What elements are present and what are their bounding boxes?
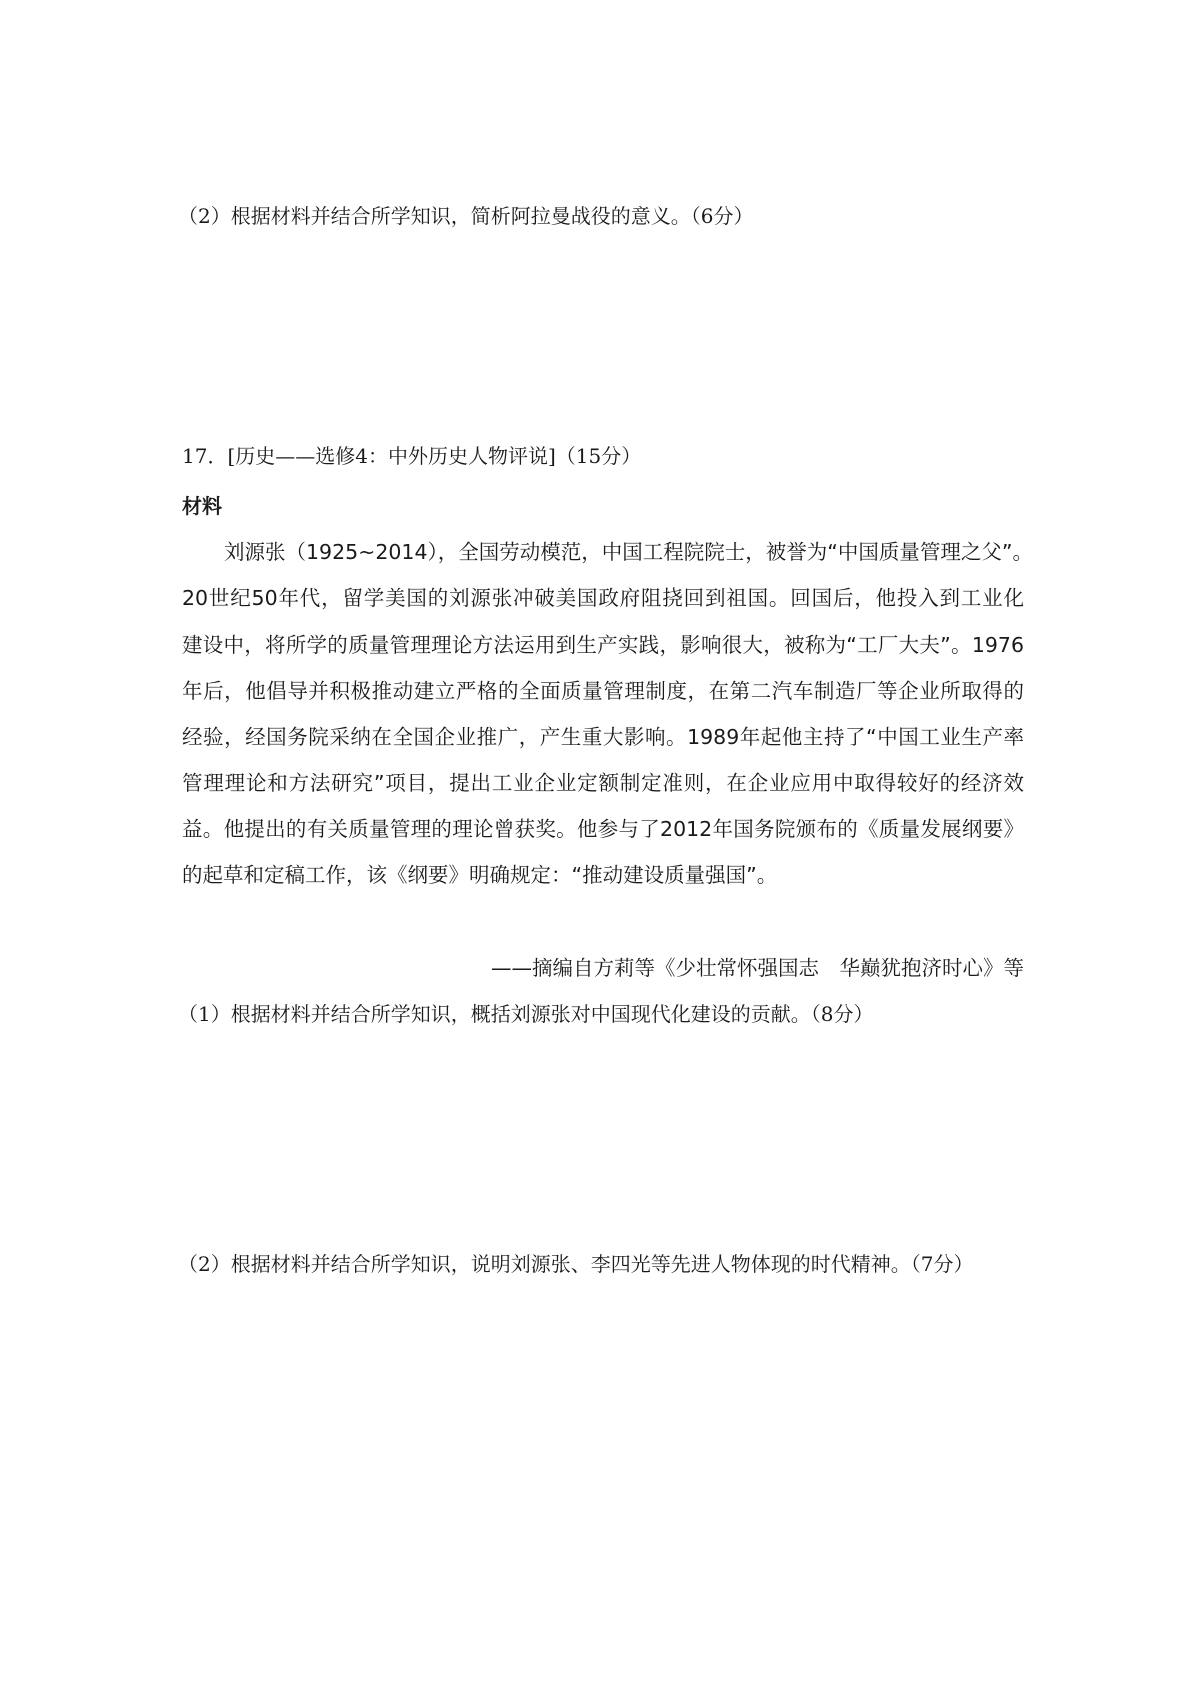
material-line: 管理理论和方法研究”项目，提出工业企业定额制定准则，在企业应用中取得较好的经济效 <box>182 771 1024 795</box>
question-16-part-2: （2）根据材料并结合所学知识，简析阿拉曼战役的意义。（6分） <box>178 204 754 228</box>
question-17-part-2: （2）根据材料并结合所学知识，说明刘源张、李四光等先进人物体现的时代精神。（7分） <box>178 1252 974 1276</box>
material-line: 的起草和定稿工作，该《纲要》明确规定：“推动建设质量强国”。 <box>182 863 778 887</box>
material-line: 建设中，将所学的质量管理理论方法运用到生产实践，影响很大，被称为“工厂大夫”。1976 <box>182 633 1024 657</box>
question-17-header: 17．[历史——选修4：中外历史人物评说]（15分） <box>182 444 642 468</box>
material-source: ——摘编自方莉等《少壮常怀强国志 华巅犹抱济时心》等 <box>491 956 1024 980</box>
material-line: 20世纪50年代，留学美国的刘源张冲破美国政府阻挠回到祖国。回国后，他投入到工业化 <box>182 586 1024 610</box>
material-label: 材料 <box>182 494 222 518</box>
question-17-part-1: （1）根据材料并结合所学知识，概括刘源张对中国现代化建设的贡献。（8分） <box>178 1002 874 1026</box>
material-line: 经验，经国务院采纳在全国企业推广，产生重大影响。1989年起他主持了“中国工业生产率 <box>182 725 1024 749</box>
material-line: 刘源张（1925~2014），全国劳动模范，中国工程院院士，被誉为“中国质量管理之父”。 <box>224 540 1034 564</box>
material-line: 益。他提出的有关质量管理的理论曾获奖。他参与了2012年国务院颁布的《质量发展纲要》 <box>182 817 1024 841</box>
material-line: 年后，他倡导并积极推动建立严格的全面质量管理制度，在第二汽车制造厂等企业所取得的 <box>182 679 1024 703</box>
